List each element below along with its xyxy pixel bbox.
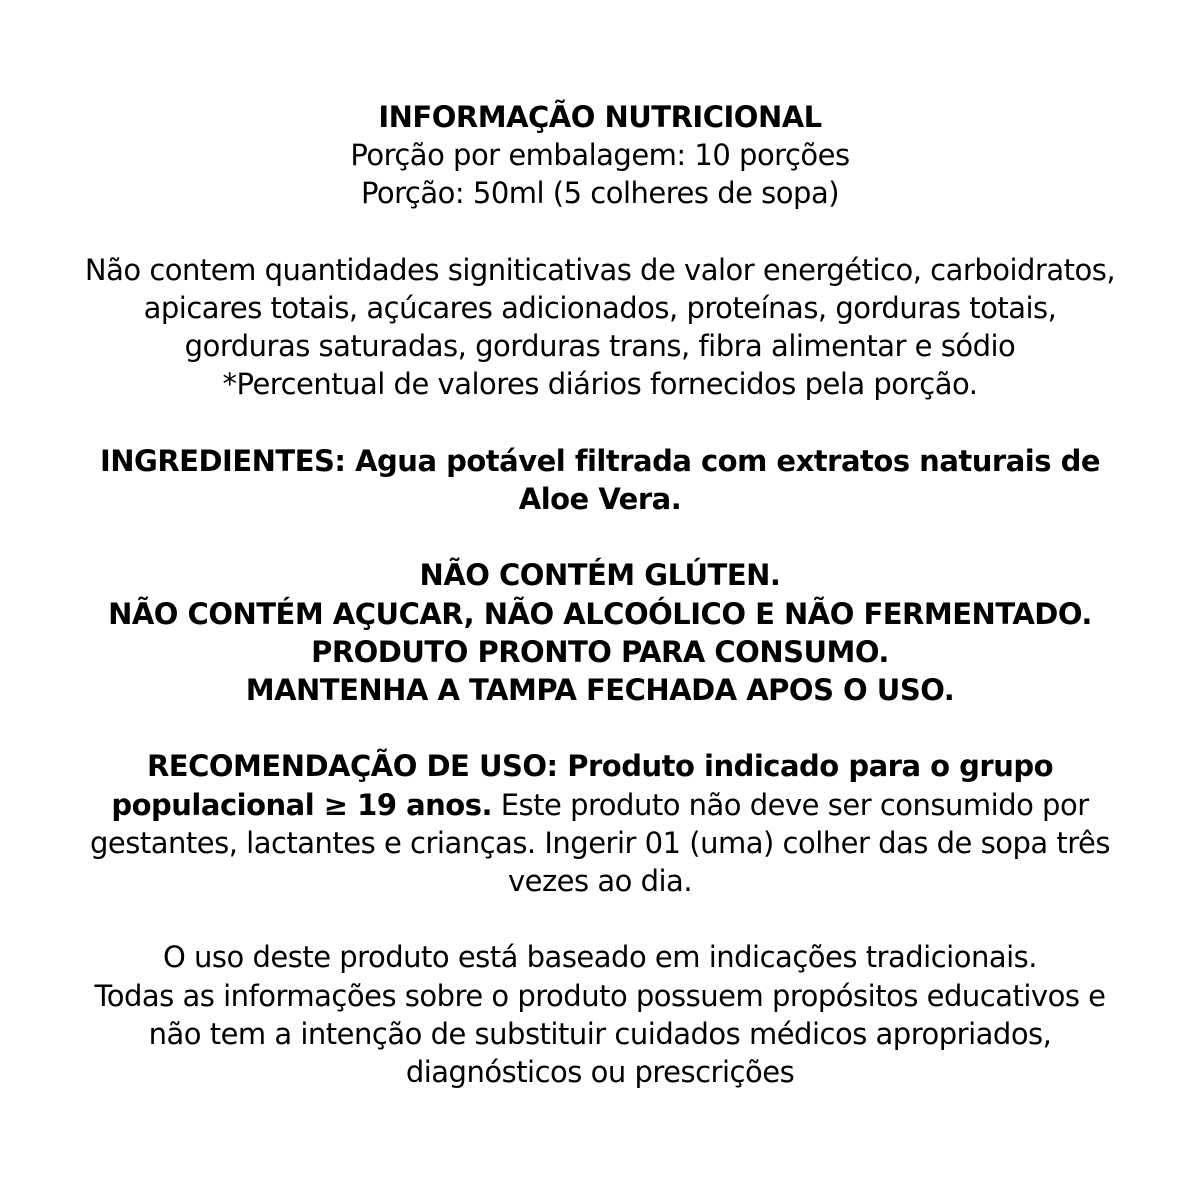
warnings-section: [40, 556, 1160, 709]
spacer: [40, 709, 1160, 747]
nutrition-title: INFORMAÇÃO NUTRICIONAL: [378, 100, 822, 134]
spacer: [40, 213, 1160, 251]
nutrition-section: [40, 98, 1160, 213]
servings-per-package: Porção por embalagem: 10 porções: [350, 138, 850, 173]
notice-line: não tem a intenção de substituir cuidados médicos apropriados,: [148, 1016, 1052, 1051]
consumption-warning-text: Este produto não deve ser consumido por: [492, 787, 1089, 822]
notice-line: diagnósticos ou prescrições: [405, 1055, 795, 1089]
recommendation-line: gestantes, lactantes e crianças. Ingerir 01 (uma) colher das de sopa três: [90, 825, 1110, 860]
ingredients-line: INGREDIENTES: Agua potável filtrada com extratos naturais de: [99, 443, 1100, 478]
keep-closed-notice: MANTENHA A TAMPA FECHADA APOS O USO.: [245, 673, 955, 707]
disclaimer-line: gorduras saturadas, gorduras trans, fibra alimentar e sódio: [184, 329, 1016, 364]
recommendation-line: vezes ao dia.: [507, 864, 693, 898]
gluten-free-notice: NÃO CONTÉM GLÚTEN.: [419, 558, 781, 593]
usage-recommendation-section: [40, 747, 1160, 900]
serving-size: Porção: 50ml (5 colheres de sopa): [360, 176, 840, 211]
ready-to-consume-notice: PRODUTO PRONTO PARA CONSUMO.: [311, 634, 889, 669]
spacer: [40, 518, 1160, 556]
daily-values-footnote: *Percentual de valores diários fornecidos pela porção.: [222, 367, 978, 402]
notice-line: Todas as informações sobre o produto possuem propósitos educativos e: [94, 978, 1106, 1013]
spacer: [40, 900, 1160, 938]
spacer: [40, 404, 1160, 442]
ingredients-section: [40, 442, 1160, 518]
sugar-alcohol-notice: NÃO CONTÉM AÇUCAR, NÃO ALCOÓLICO E NÃO FERMENTADO.: [108, 596, 1092, 631]
disclaimer-line: apicares totais, açúcares adicionados, proteínas, gorduras totais,: [143, 291, 1057, 325]
product-label-text: [40, 98, 1160, 1091]
nutrition-disclaimer: [40, 251, 1160, 404]
recommendation-line: [40, 786, 1160, 824]
disclaimer-line: Não contem quantidades signiticativas de valor energético, carboidratos,: [84, 252, 1116, 287]
recommendation-line: RECOMENDAÇÃO DE USO: Produto indicado para o grupo: [146, 749, 1054, 784]
notice-line: O uso deste produto está baseado em indicações tradicionais.: [162, 940, 1037, 975]
ingredients-line: Aloe Vera.: [518, 482, 682, 516]
age-group-text: populacional ≥ 19 anos.: [111, 787, 493, 822]
legal-notice-section: [40, 938, 1160, 1091]
